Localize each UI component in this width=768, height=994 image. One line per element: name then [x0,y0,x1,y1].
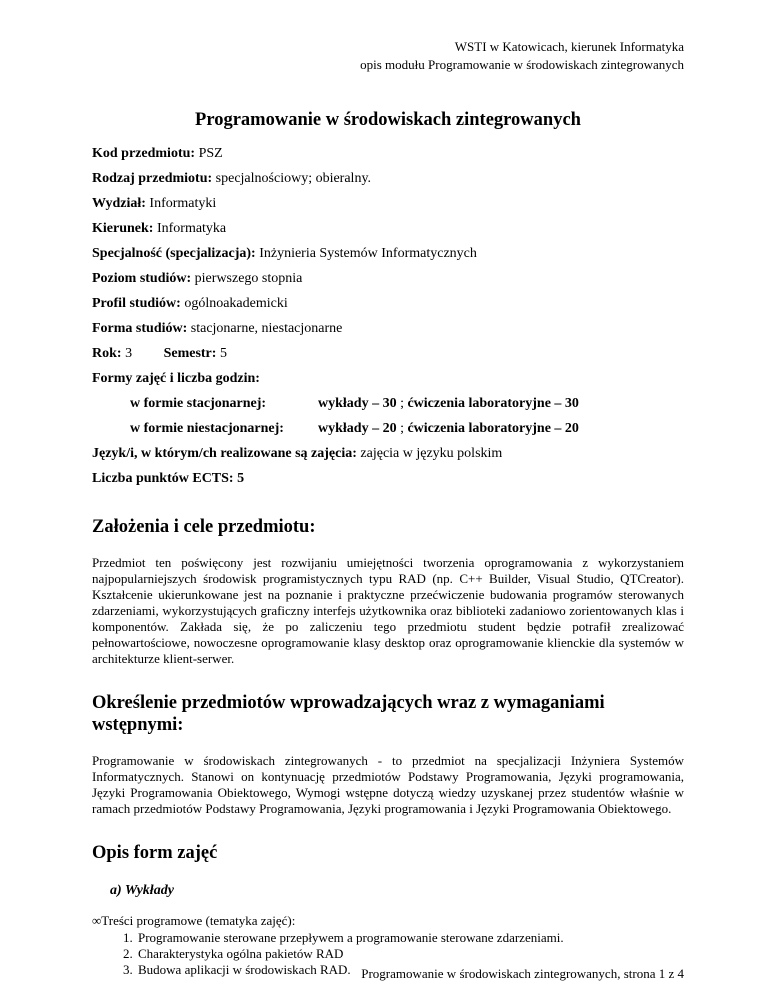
field-value: stacjonarne, niestacjonarne [190,321,343,336]
study-mode: w formie niestacjonarnej: [130,421,284,436]
field-value: Inżynieria Systemów Informatycznych [259,246,477,261]
lab-hours: ćwiczenia laboratoryjne – 30 [407,396,579,411]
field-jezyk [92,445,684,470]
subsection-heading-wyklady: a) Wykłady [110,883,174,898]
field-value: Informatyki [149,196,217,211]
hours-values [318,395,579,413]
field-label: Język/i, w którym/ch realizowane są zajęcia: [92,446,357,461]
field-forma [92,320,684,345]
field-formy-zajec [92,370,684,395]
lecture-hours: wykłady – 30 [318,396,397,411]
hours-values [318,420,579,438]
field-label-rok: Rok: [92,346,122,361]
field-value: pierwszego stopnia [194,271,303,286]
field-label: Liczba punktów ECTS: [92,471,234,486]
field-value: 5 [237,471,245,486]
hours-niestacjonarna [92,420,684,445]
section-heading-zalozenia: Założenia i cele przedmiotu: [92,517,316,537]
lab-hours: ćwiczenia laboratoryjne – 20 [407,421,579,436]
study-mode: w formie stacjonarnej: [130,396,267,411]
header-line-2: opis modułu Programowanie w środowiskach zintegrowanych [360,57,684,72]
page-footer: Programowanie w środowiskach zintegrowanych, strona 1 z 4 [361,966,684,981]
field-value: ogólnoakademicki [184,296,288,311]
topics-label: ∞Treści programowe (tematyka zajęć): [92,913,296,928]
field-value: zajęcia w języku polskim [360,446,503,461]
document-title: Programowanie w środowiskach zintegrowanych [195,110,581,130]
course-fields [92,145,684,495]
field-poziom [92,270,684,295]
hours-stacjonarna [92,395,684,420]
field-wydzial [92,195,684,220]
field-value: specjalnościowy; obieralny. [215,171,372,186]
list-item: 3. Budowa aplikacji w środowiskach RAD. [136,962,684,978]
field-label: Profil studiów: [92,296,181,311]
field-ects [92,470,684,495]
field-label: Rodzaj przedmiotu: [92,171,213,186]
field-profil [92,295,684,320]
field-value: PSZ [198,146,223,161]
list-item: 1. Programowanie sterowane przepływem a programowanie sterowane zdarzeniami. [136,930,684,946]
field-label: Formy zajęć i liczba godzin: [92,371,260,386]
field-value: Informatyka [156,221,227,236]
field-kod [92,145,684,170]
field-label: Forma studiów: [92,321,188,336]
section-text-zalozenia: Przedmiot ten poświęcony jest rozwijaniu umiejętności tworzenia oprogramowania z wykorzystaniem najpopularniejszych środowisk programistycznych typu RAD (np. C++ Builder, Visual Studio, QTCreator). Kształcenie ukierunkowane jest na poznanie i praktyczne przećwiczenie budowania programów sterowanych zdarzeniami, wykorzystujących graficzny interfejs użytkownika oraz biblioteki zadaniowo zorientowanych klas i komponentów. Zakłada się, że po zaliczeniu tego przedmiotu student będzie potrafił zrealizować pełnowartościowe, nowoczesne oprogramowanie klasy desktop oraz oprogramowanie klienckie dla systemów w architekturze klient-serwer. [92,555,684,666]
page-header [92,38,684,74]
field-specjalnosc [92,245,684,270]
list-item: 2. Charakterystyka ogólna pakietów RAD [136,946,684,962]
field-label-semestr: Semestr: [163,346,217,361]
lecture-hours: wykłady – 20 [318,421,397,436]
field-rodzaj [92,170,684,195]
document-page [92,0,684,978]
hours-separator: ; [400,396,404,411]
section-text-wprowadzajace: Programowanie w środowiskach zintegrowanych - to przedmiot na specjalizacji Inżyniera Systemów Informatycznych. Stanowi on kontynuację przedmiotów Podstawy Programowania, Języki programowania, Języki Programowania Obiektowego, Wymogi wstępne dotyczą wiedzy uzyskanej przez studentów właśnie w ramach przedmiotów Podstawy Programowania, Języki programowania i Języki Programowania Obiektowego. [92,753,684,816]
field-label: Poziom studiów: [92,271,192,286]
hours-separator: ; [400,421,404,436]
field-rok-semestr [92,345,684,370]
field-value-semestr: 5 [219,346,227,361]
section-heading-opis: Opis form zajęć [92,843,218,863]
field-value-rok: 3 [125,346,133,361]
field-label: Wydział: [92,196,146,211]
section-heading-wprowadzajace: Określenie przedmiotów wprowadzających wraz z wymaganiami wstępnymi: [92,693,605,735]
field-label: Kierunek: [92,221,154,236]
field-kierunek [92,220,684,245]
field-label: Specjalność (specjalizacja): [92,246,256,261]
header-line-1: WSTI w Katowicach, kierunek Informatyka [454,39,684,54]
field-label: Kod przedmiotu: [92,146,196,161]
